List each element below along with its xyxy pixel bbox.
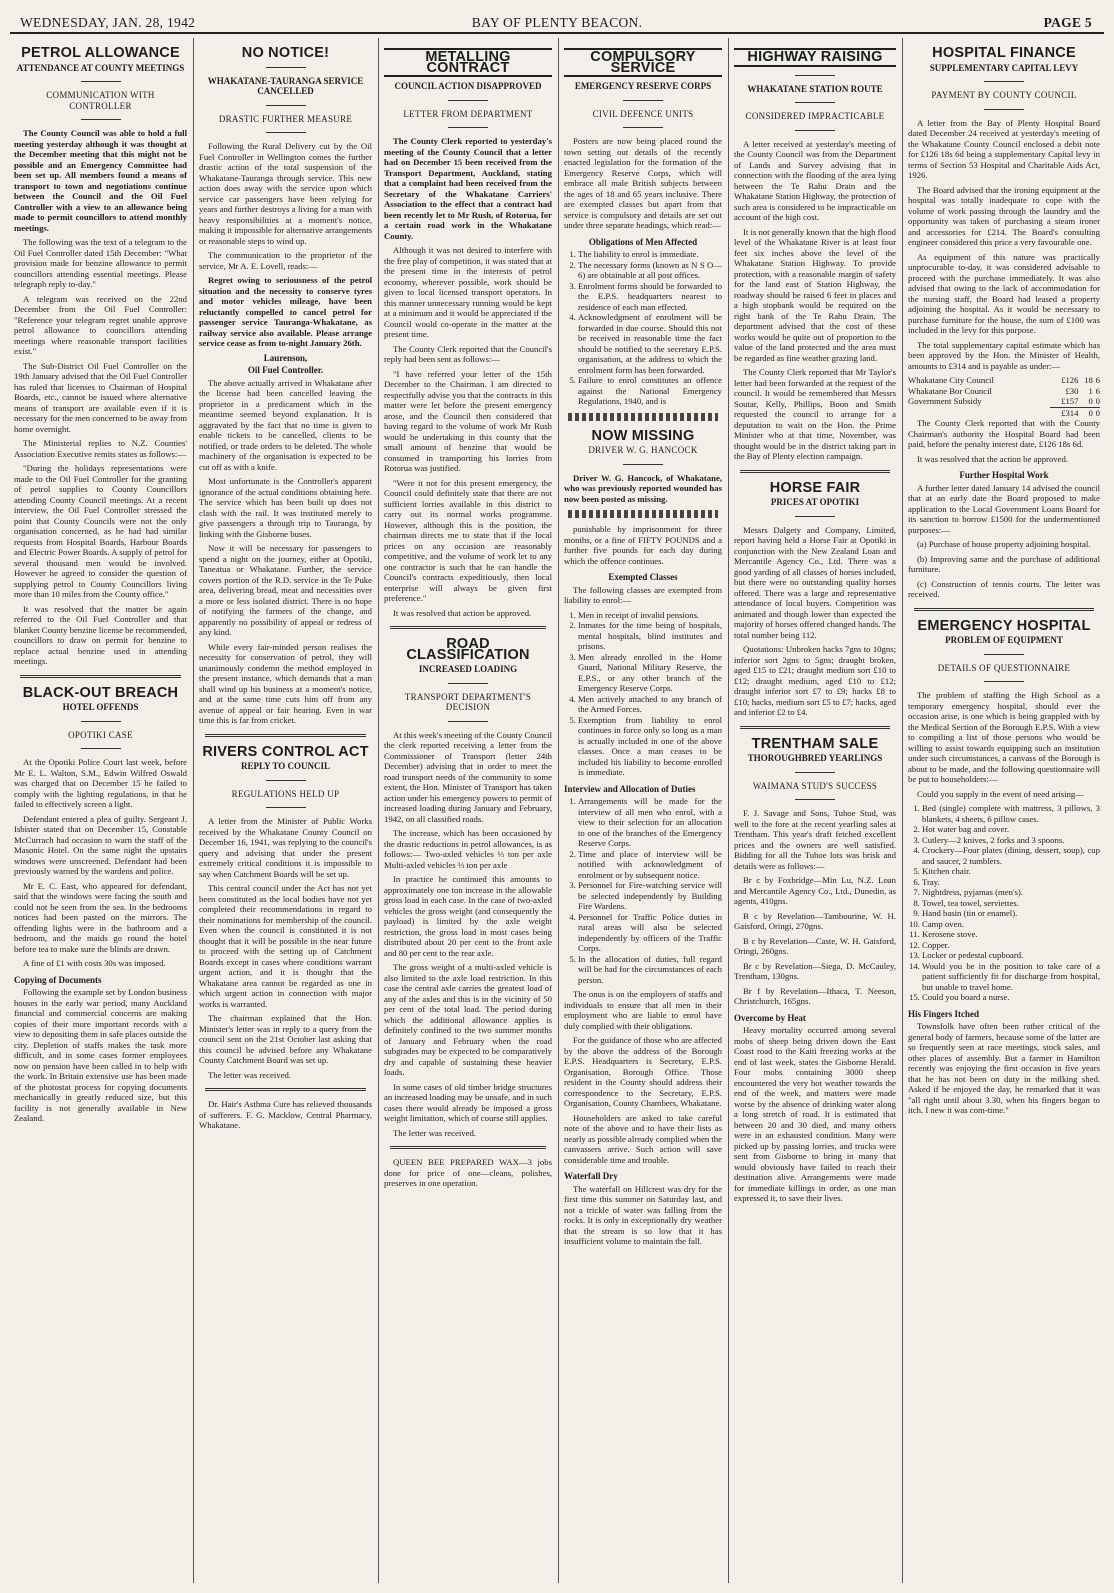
blackout-breach-subhead-2: OPOTIKI CASE [68, 729, 133, 740]
table-row [908, 396, 1100, 407]
article-paragraph: Following the example set by London business houses in the early war period, many Auckland financial and commercial concerns are making copies of their more important records with a view to depositing them in safe places outside the city. Depletion of staffs makes the task more difficult, and in some cases former employees now on pension have been called in to help with the work. In Britain extensive use has been made of the photostat process for copying documents mechanically in greatly reduced size, but this facility is not generally available in New Zealand. [14, 987, 187, 1123]
list-item: 4. Crockery—Four plates (dining, dessert, soup), cup and saucer, 2 tumblers. [922, 845, 1100, 866]
petrol-allowance-subhead: ATTENDANCE AT COUNTY MEETINGS [16, 62, 185, 73]
table-cell: 0 [1078, 407, 1092, 418]
hospital-finance-subhead: SUPPLEMENTARY CAPITAL LEVY [929, 62, 1079, 73]
now-missing-lede: Driver W. G. Hancock, of Whakatane, who was previously reported wounded has now been posted as missing. [564, 472, 722, 504]
article-paragraph: As equipment of this nature was practically unprocurable to-day, it was considered advisable to proceed with the purchase immediately. It was also advised that owing to the lack of accommodation for the nursing staff, the Board had leased a property adjoining the hospital. As it would be necessary to purchase furniture for the house, the sum of £100 was included in the levy for this purpose. [908, 251, 1100, 335]
section-divider [568, 413, 718, 421]
article-paragraph: It is not generally known that the high flood level of the Whakatane River is at least four feet six inches above the level of the Whakatane Station Highway. To provide protection, with a reasonable margin of safety for the land east of Station Highway, the roadway should be raised 6 feet in places and a high stopbank would be required on the right bank of the Te Rahu Drain. The department advised that the cost of these works would be quite out of proportion to the value of the land protected and the area must be regarded as fine weather grazing land. [734, 226, 896, 363]
section-divider [390, 1146, 546, 1149]
divider [266, 807, 306, 808]
article-paragraph: A telegram was received on the 22nd December from the Oil Fuel Controller: "Reference your telegram regret unable approve petrol allowance to councillors attending meetings where reasonable transport facilities exist." [14, 293, 187, 356]
list-item: 3. Personnel for Fire-watching service will be selected independently by Building Fire Wardens. [578, 880, 722, 912]
divider [266, 67, 306, 68]
article-paragraph: (b) Improving same and the purchase of additional furniture. [908, 553, 1100, 574]
table-cell: £30 [1065, 385, 1079, 396]
obligations-list [564, 249, 722, 407]
asthma-cure-advert: Dr. Hair's Asthma Cure has relieved thousands of sufferers. F. G. Macklow, Central Pharmacy, Whakatane. [199, 1099, 372, 1130]
list-item: 1. The liability to enrol is immediate. [578, 249, 722, 260]
highway-raising-subhead: WHAKATANE STATION ROUTE [747, 83, 883, 94]
article-paragraph: The problem of staffing the High School as a temporary emergency hospital, should ever the occasion arise, is one which is being grappled with by the Medical Section of the Borough E.P.S. With a view to compiling a list of those persons who would be willing to assist towards equipping such an institution under such circumstances, a canvass of the Borough is about to be made, and the following questionnaire will be put to householders:— [908, 690, 1100, 784]
highway-raising-headline: HIGHWAY RAISING [734, 48, 896, 67]
further-hospital-work-heading: Further Hospital Work [959, 470, 1049, 480]
divider [81, 81, 121, 82]
section-divider [740, 726, 890, 729]
no-notice-headline: NO NOTICE! [241, 45, 330, 61]
article-paragraph: The Ministerial replies to N.Z. Counties' Association Executive remits states as follows:— [14, 438, 187, 459]
hospital-finance-headline: HOSPITAL FINANCE [932, 45, 1076, 61]
metalling-contract-subhead-2: LETTER FROM DEPARTMENT [403, 108, 533, 119]
article-paragraph: B c by Revelation—Tambourine, W. H. Gaisford, Oringi, 270gns. [734, 910, 896, 931]
now-missing-headline: NOW MISSING [591, 427, 695, 444]
blackout-breach-headline: BLACK-OUT BREACH [22, 684, 179, 701]
article-paragraph: (a) Purchase of house property adjoining hospital. [917, 539, 1091, 549]
emergency-hospital-subhead: PROBLEM OF EQUIPMENT [945, 635, 1063, 645]
article-paragraph: The County Clerk reported that the Council's reply had been sent as follows:— [384, 343, 552, 364]
list-item: 4. Personnel for Traffic Police duties in rural areas will also be selected independently by officers of the Traffic Corps. [578, 912, 722, 954]
article-paragraph: The County Clerk reported that Mr Taylor's letter had been forwarded at the request of the council. It would be remembered that Messrs Soutar, Kelly, Phillips, Boon and Smith requested the council to arrange for a deputation to wait on the Hon. the Prime Minister who at that time, November, was thought would be in the district taking part in the Bay of Plenty election campaign. [734, 367, 896, 461]
masthead-page-number: PAGE 5 [1043, 15, 1092, 30]
article-paragraph: The increase, which has been occasioned by the drastic reductions in petrol allowances, is as follows:— Two-axled vehicles ⅓ ton per axle Multi-axled vehicles ⅓ ton per axle [384, 828, 552, 870]
divider [266, 132, 306, 133]
article-paragraph: Townsfolk have often been rather critical of the general body of farmers, because some of the latter are so frequently seen at race meetings, stock sales, and other places of assembly. But a farmer in Hamilton recently was enjoying the first occasion in five years that he has not been on duty in the milking shed. Asked if he enjoyed the day, he remarked that it was "all right until about 3.30, when his fingers began to itch. I new it was com-time." [908, 1021, 1100, 1115]
article-paragraph: Br c by Revelation—Siega, D. McCauley, Trentham, 130gns. [734, 960, 896, 981]
now-missing-subhead: DRIVER W. G. HANCOCK [588, 445, 698, 455]
list-item: 5. Exemption from liability to enrol continues in force only so long as a man is actually included in one of the above classes. Once a man ceases to be included his liability to become enrolled is immediate. [578, 715, 722, 778]
metalling-contract-lede: The County Clerk reported to yesterday's meeting of the County Council that a letter had on December 15 been received from the Transport Department, Auckland, stating that a complaint had been received from the Secretary of the Whakatane Carriers' Association to the effect that a contract had been recently let to Mr Rush, of Rotorua, for a certain road work in the Whakatane County. [384, 136, 552, 241]
article-paragraph: The letter was received. [393, 1127, 476, 1138]
article-paragraph: The onus is on the employers of staffs and individuals to ensure that all men in their employment who are liable to enrol have duly complied with their obligations. [564, 989, 722, 1031]
exempted-classes-heading: Exempted Classes [608, 572, 678, 582]
article-paragraph: It was resolved that the matter be again referred to the Oil Fuel Controller and that blanket County benzine license be recommended, councillors to draw on permit for benzine to replace actual benzine used in attending meetings. [14, 603, 187, 666]
article-paragraph: Quotations: Unbroken hacks 7gns to 10gns; inferior sort 2gns to 5gns; draught broken, aged £15 to £21; draught medium sort £10 to £12; draught medium, aged £10 to £12; draught inferior sort £7 to £9; hacks £8 to £10; hacks, medium sort £5 to £7; hacks, aged and inferior £2 to £4. [734, 644, 896, 717]
column-1 [14, 38, 187, 1583]
exempted-classes-list [564, 610, 722, 778]
article-paragraph: In practice he continued this amounts to approximately one ton increase in the allowable gross load in each case. In the case of two-axled vehicles the gross weight (and consequently the payload) is limited by the axle weight restriction, the gross load in most cases being distributed about 20 per cent to the front axle and 80 per cent to the rear axle. [384, 874, 552, 958]
article-paragraph: "Were it not for this present emergency, the Council could definitely state that there are not sufficient lorries available in this district to carry out its normal works programme. However, although this is the position, the chairman directs me to state that if the local prices on any occasion are reasonably competitive, and the volume of work let to any one contractor is such that he can handle the Council's contracts expeditiously, then local enterprise will always be given first preference." [384, 477, 552, 603]
divider [795, 102, 835, 103]
article-paragraph: The waterfall on Hillcrest was dry for the first time this summer on Saturday last, and not a trickle of water was falling from the rocks. It is only in exceptionally dry weather that the stream is so low that it has insufficient volume to maintain the fall. [564, 1183, 722, 1246]
article-paragraph: A further letter dated January 14 advised the council that at an early date the Board proposed to make application to the Local Government Loans Board for its sanction to borrow £1500 for the undermentioned purposes:— [908, 482, 1100, 535]
divider [984, 81, 1024, 82]
list-item: 4. Men actively attached to any branch of the Armed Forces. [578, 694, 722, 715]
article-paragraph: A fine of £1 with costs 30s was imposed. [23, 958, 166, 968]
divider [623, 464, 663, 465]
article-paragraph: Br f by Revelation—Ithaca, T. Neeson, Christchurch, 165gns. [734, 985, 896, 1006]
article-paragraph: The Sub-District Oil Fuel Controller on the 19th January advised that the Oil Fuel Controller has ruled that licenses to Chairman of Hospital Boards, etc., cannot be issued where alternative means of transport are available even if it is necessary for the men concerned to be away from home overnight. [14, 360, 187, 434]
divider [81, 721, 121, 722]
table-cell: Whakatane Bor Council [908, 385, 992, 396]
article-paragraph: This central council under the Act has not yet been constituted as the local bodies have not yet completed their recommendations in regard to their nominations for membership of the council. Even when the council is constituted it is not thought that it will be possible in the near future to proceed with the setting up of Catchment Boards except in cases where conditions warrant urgent action, and it is thought that the Whakatane area cannot be regarded as one in which urgent action in connection with major works is warranted. [199, 883, 372, 1009]
article-paragraph: Defendant entered a plea of guilty. Sergeant J. Isbister stated that on December 15, Constable McCurrach had occasion to warn the staff of the Masonic Hotel. On the same night the upstairs windows were unscreened. Defendant had been previously warned by the wardens and police. [14, 813, 187, 876]
article-paragraph: A letter received at yesterday's meeting of the County Council was from the Department of Lands and Survey advising that in connection with the flooding of the area lying between the Te Rahu Drain and the Whakatane Station Highway, the protection of such area is considered to be impracticable on account of the high cost. [734, 138, 896, 222]
list-item: 2. The necessary forms (known as N S O—6) are obtainable at all post offices. [578, 260, 722, 281]
trentham-sale-subhead: THOROUGHBRED YEARLINGS [747, 753, 883, 763]
no-notice-subhead: WHAKATANE-TAURANGA SERVICE CANCELLED [207, 75, 364, 96]
telegram-quote: Regret owing to seriousness of the petrol situation and the necessity to conserve tyres and motor vehicles mileage, have been reluctantly compelled to cancel petrol for passenger service Tauranga-Whakatane, as railway service also available. Please arrange service cease as from to-night January 26th. [199, 275, 372, 348]
article-paragraph: Posters are now being placed round the town setting out details of the recently enacted legislation for the formation of the Emergency Reserve Corps, which will embrace all male British subjects between the ages of 18 and 65 years inclusive. There are exempted classes but apart from that service is compulsory and details are set out under three separate headings, which read:— [564, 136, 722, 230]
table-cell: 6 [1095, 375, 1100, 385]
article-paragraph: The communication to the proprietor of the service, Mr A. E. Lovell, reads:— [199, 250, 372, 271]
column-5 [734, 38, 896, 1583]
article-paragraph: In some cases of old timber bridge structures an increased loading may be unsafe, and in such cases there would already be imposed a gross weight limitation, which of course still applies. [384, 1081, 552, 1123]
list-item: 4. Acknowledgment of enrolment will be forwarded in due course. Should this not be received in reasonable time the fact should be notified to the secretary E.P.S. organisation, at the address to which the enrolment form has been forwarded. [578, 312, 722, 375]
list-item: 1. Men in receipt of invalid pensions. [578, 610, 722, 621]
trentham-sale-headline: TRENTHAM SALE [751, 735, 879, 752]
divider [448, 127, 488, 128]
list-item: 2. Inmates for the time being of hospitals, mental hospitals, blind institutes and prisons. [578, 620, 722, 652]
divider [795, 772, 835, 773]
no-notice-subhead-2: DRASTIC FURTHER MEASURE [218, 113, 353, 124]
article-paragraph: Mr E. C. East, who appeared for defendant, said that the windows were facing the south and could not be seen from the sea. In the bedrooms notices had been pasted on the mirrors. The offending lights were in the bathroom and a bedroom, and the maids go round the hotel before tea to make sure the blinds are drawn. [14, 880, 187, 954]
overcome-by-heat-headline: Overcome by Heat [734, 1012, 806, 1023]
waterfall-dry-headline: Waterfall Dry [564, 1171, 618, 1181]
divider [448, 721, 488, 722]
divider [623, 100, 663, 101]
road-classification-headline: ROAD CLASSIFICATION [406, 636, 530, 663]
article-paragraph: Heavy mortality occurred among several mobs of sheep being driven down the East Coast road to the Kaiti freezing works at the end of last week, states the Gisborne Herald. Four mobs containing 3000 sheep encountered the very hot weather towards the end of the week, and matters were made worse by the absence of drinking water along a long stretch of road. It is estimated that between 20 and 30 died, and many others were in an exhausted condition. Many were picked up by passing lorries, and trucks were sent from Gisborne to bring in many that would obviously have failed to reach their destination alive. Arrangements were made for immediate killings in order, as one man expressed it, to save their lives. [734, 1025, 896, 1203]
section-divider [20, 675, 181, 678]
divider [81, 119, 121, 120]
article-paragraph: B c by Revelation—Caste, W. H. Gaisford, Oringi, 260gns. [734, 935, 896, 956]
metalling-contract-subhead: COUNCIL ACTION DISAPPROVED [394, 81, 542, 91]
section-divider [740, 470, 890, 473]
road-classification-subhead: INCREASED LOADING [418, 664, 518, 674]
article-paragraph: "I have referred your letter of the 15th December to the Chairman. I am directed to respectfully advise you that the contracts in this matter were let before the present emergency arose, and the Council then considered that having regard to the volume of work Mr Rush would be undertaking in this county that the small amount of benzine that would be consumed in transporting his lorries from Rotorua was justified. [384, 368, 552, 473]
divider [266, 780, 306, 781]
article-paragraph: (c) Construction of tennis courts. The letter was received. [908, 578, 1100, 599]
divider [266, 105, 306, 106]
petrol-allowance-headline: PETROL ALLOWANCE [21, 45, 180, 61]
article-paragraph: Householders are asked to take careful note of the above and to have their lists as nearly as possible already complied when the canvassers arrive. Such action will save considerable time and trouble. [564, 1112, 722, 1165]
column-rule [558, 38, 559, 1583]
list-item: 9. Hand basin (tin or enamel). [922, 908, 1100, 919]
compulsory-service-subhead-2: CIVIL DEFENCE UNITS [592, 108, 694, 119]
petrol-allowance-subhead-2: COMMUNICATION WITH CONTROLLER [46, 90, 155, 111]
list-item: 12. Copper. [922, 940, 1100, 951]
table-cell: 1 [1088, 385, 1093, 396]
horse-fair-headline: HORSE FAIR [769, 479, 861, 496]
divider [795, 75, 835, 76]
section-divider [568, 510, 718, 518]
table-cell: 0 [1093, 407, 1100, 418]
blackout-breach-subhead: HOTEL OFFENDS [62, 702, 139, 712]
questionnaire-list [908, 803, 1100, 1003]
list-item: 3. Enrolment forms should be forwarded to the E.P.S. headquarters nearest to residence of each man effected. [578, 281, 722, 313]
divider [448, 683, 488, 684]
queen-bee-wax-advert: QUEEN BEE PREPARED WAX—3 jobs done for price of one—cleans, polishes, preserves in one operation. [384, 1157, 552, 1188]
article-paragraph: A letter from the Bay of Plenty Hospital Board dated December 24 received at yesterday's meeting of the Whakatane County Council enclosed a debit note for £126 18s 6d being a supplementary Capital levy in terms of Section 53 Hospital and Charitable Aids Act, 1926. [908, 117, 1100, 180]
article-paragraph: It was resolved that action be approved. [393, 607, 532, 618]
article-paragraph: At the Opotiki Police Court last week, before Mr E. L. Walton, S.M., Edwin Wilfred Oswald was charged that on December 15 he failed to comply with the lighting regulations, in that he failed to effectively screen a light. [14, 757, 187, 809]
divider [795, 516, 835, 517]
table-total-row [908, 407, 1100, 418]
obligations-heading: Obligations of Men Affected [588, 236, 698, 247]
list-item: 7. Nightdress, pyjamas (men's). [922, 887, 1100, 898]
column-6 [908, 38, 1100, 1583]
list-item: 14. Would you be in the position to take care of a patient sufficiently fit for discharge from hospital, but unable to travel home. [922, 961, 1100, 993]
article-paragraph: The following was the text of a telegram to the Oil Fuel Controller dated 15th December: "What provision made for benzine allowance to permit councillors attending essential meetings. Please telegraph reply to-day." [14, 237, 187, 289]
article-paragraph: Could you supply in the event of need arising— [917, 788, 1084, 799]
table-cell: 0 [1095, 396, 1100, 406]
article-paragraph: While every fair-minded person realises the necessity for conservation of petrol, they will unanimously condemn the method employed in the present instance, which demands that a man shall wind up his business at a moment's notice, and at the same time cuts him off from any avenue of appeal or fair hearing. Even in war time this is far from cricket. [199, 641, 372, 725]
levy-table [908, 375, 1100, 418]
article-paragraph: It was resolved that the action be approved. [917, 453, 1069, 464]
telegram-signature: Laurenson, [263, 352, 308, 363]
column-rule [378, 38, 379, 1583]
divider [984, 681, 1024, 682]
masthead [10, 6, 1104, 34]
compulsory-service-headline: COMPULSORY SERVICE [564, 48, 722, 77]
article-paragraph: A letter from the Minister of Public Works received by the Whakatane County Council on December 16, 1941, was replying to the council's query and advising that under the present extremely critical conditions it is impossible to say when Catchment Boards will be set up. [199, 816, 372, 879]
divider [623, 127, 663, 128]
article-paragraph: At this week's meeting of the County Council the clerk reported receiving a letter from the Commissioner of Transport (letter 24th December) advising that in order to meet the road transport needs of the community to some extent, the Hon. Minister of Transport has taken action under his emergency powers to permit of increased loading during January and February, 1942, on all classified roads. [384, 729, 552, 824]
column-rule [193, 38, 194, 1583]
table-cell: Government Subsidy [908, 396, 982, 407]
copying-documents-headline: Copying of Documents [14, 974, 102, 985]
column-rule [902, 38, 903, 1583]
article-paragraph: Messrs Dalgety and Company, Limited, report having held a Horse Fair at Opotiki in conjunction with the New Zealand Loan and Mercantile Agency Co., Ltd. There was a good yarding of all classes of horses included, but there were no outstanding quality horses offered. There was a large and representative attendance of local buyers. Competition was animated and though lower than expected the majority of horses offered changed hands. The total number being 112. [734, 524, 896, 640]
masthead-date: WEDNESDAY, JAN. 28, 1942 [20, 15, 196, 30]
article-paragraph: Br c by Foxbridge—Min Lu, N.Z. Loan and Mercantile Agency Co., Ltd., Dunedin, as agents, 410gns. [734, 875, 896, 906]
article-paragraph: The total supplementary capital estimate which has been approved by the Hon. the Minister of Health, amounts to £314 and is payable as under:— [908, 339, 1100, 371]
rivers-control-subhead-2: REGULATIONS HELD UP [231, 788, 340, 799]
list-item: 1. Bed (single) complete with mattress, 3 pillows, 3 blankets, 4 sheets, 6 pillow cases. [922, 803, 1100, 824]
interview-list [564, 796, 722, 985]
section-divider [205, 734, 366, 737]
article-paragraph: Now it will be necessary for passengers to spend a night on the journey, either at Opotiki, Taneatua or Whakatane. Further, the service covers portion of the R.D. service in the Te Puke area, delivering bread, meat and necessities over a more or less isolated district. There is no hope of notifying the farmers of the change, and apparently no possibility of appeal or redress of any kind. [199, 543, 372, 637]
table-cell: £157 [1061, 396, 1079, 406]
road-classification-subhead-2: TRANSPORT DEPARTMENT'S DECISION [404, 691, 532, 712]
list-item: 6. Tray. [922, 877, 1100, 888]
list-item: 13. Locker or pedestal cupboard. [922, 950, 1100, 961]
list-item: 11. Kerosene stove. [922, 929, 1100, 940]
interview-heading: Interview and Allocation of Duties [564, 783, 696, 794]
article-paragraph: The letter was received. [208, 1069, 291, 1080]
highway-raising-subhead-2: CONSIDERED IMPRACTICABLE [745, 111, 885, 121]
list-item: 3. Men already enrolled in the Home Guard, National Military Reserve, the E.P.S., or any other branch of the Emergency Reserve Corps. [578, 652, 722, 694]
article-paragraph: The County Clerk reported that with the County Chairman's authority the Hospital Board had been paid, before the penalty interest date, £126 18s 6d. [908, 418, 1100, 449]
divider [795, 130, 835, 131]
list-item: 5. Kitchen chair. [922, 866, 1100, 877]
article-paragraph: The following classes are exempted from liability to enrol:— [564, 584, 722, 605]
table-cell: 0 [1088, 396, 1093, 406]
list-item: 5. In the allocation of duties, full regard will be had for the circumstances of each person. [578, 954, 722, 986]
trentham-sale-subhead-2: WAIMANA STUD'S SUCCESS [752, 780, 878, 791]
rivers-control-subhead: REPLY TO COUNCIL [240, 761, 331, 771]
his-fingers-itched-headline: His Fingers Itched [908, 1008, 979, 1019]
table-row [908, 386, 1100, 397]
list-item: 10. Camp oven. [922, 919, 1100, 930]
list-item: 1. Arrangements will be made for the interview of all men who enrol, with a view to their selection for an allocation to one of the branches of the Emergency Reserve Corps. [578, 796, 722, 849]
article-paragraph: The chairman explained that the Hon. Minister's letter was in reply to a query from the council sent on the 21st October last asking that this council be advised before any Whakatane County Catchment Board was set up. [199, 1013, 372, 1065]
column-2 [199, 38, 372, 1583]
column-3 [384, 38, 552, 1583]
list-item: 2. Time and place of interview will be notified with acknowledgment of enrolment or by subsequent notice. [578, 849, 722, 881]
table-row [908, 375, 1100, 386]
table-cell: £126 [1061, 375, 1079, 385]
article-paragraph: The Board advised that the ironing equipment at the hospital was totally inadequate to cope with the volume of work passing through the laundry and the opportunity was taken of purchasing a steam ironer and accessories for £214. The Board's consulting engineer considered this price a very favourable one. [908, 184, 1100, 247]
divider [984, 109, 1024, 110]
emergency-hospital-subhead-2: DETAILS OF QUESTIONNAIRE [937, 662, 1071, 673]
table-cell: £314 [1050, 407, 1079, 418]
masthead-title: BAY OF PLENTY BEACON. [471, 15, 643, 30]
article-paragraph: Although it was not desired to interfere with the free play of competition, it was stated that at the present time in the interests of petrol economy, wherever possible, work should be given to local licensed transport operators. In this manner unnecessary running would be kept at a minimum and it would be appreciated if the Council would co-operate in the matter at the present time. [384, 245, 552, 339]
column-rule [728, 38, 729, 1583]
list-item: 15. Could you board a nurse. [922, 992, 1100, 1003]
section-divider [205, 1088, 366, 1091]
article-paragraph: Following the Rural Delivery cut by the Oil Fuel Controller in Wellington comes the further drastic action of the total suspension of the Whakatane-Tauranga through service. This new action does away with the service upon which service car passengers have been relying for years and further destroys a living for a man with heavy responsibilities at a moment's notice, making it impossible for alternative arrangements or reasonable steps to wind up. [199, 141, 372, 246]
divider [795, 799, 835, 800]
article-paragraph: For the guidance of those who are affected by the above the address of the Borough E.P.S. Headquarters is Secretary, E.P.S. Organisation, Borough Office. Those resident in the County should address their correspondence to the Secretary, E.P.S. Organisation, County Chambers, Whakatane. [564, 1035, 722, 1108]
section-divider [914, 608, 1094, 611]
list-item: 3. Cutlery—2 knives, 2 forks and 3 spoons. [922, 835, 1100, 846]
column-4 [564, 38, 722, 1583]
section-divider [390, 626, 546, 629]
list-item: 2. Hot water bag and cover. [922, 824, 1100, 835]
article-paragraph: punishable by imprisonment for three months, or a fine of FIFTY POUNDS and a further five pounds for each day during which the offence continues. [564, 524, 722, 566]
emergency-hospital-headline: EMERGENCY HOSPITAL [917, 617, 1091, 634]
metalling-contract-headline: METALLING CONTRACT [384, 48, 552, 77]
telegram-signature-title: Oil Fuel Controller. [247, 365, 324, 375]
table-cell: 6 [1095, 385, 1100, 396]
divider [81, 748, 121, 749]
compulsory-service-subhead: EMERGENCY RESERVE CORPS [574, 81, 712, 91]
list-item: 5. Failure to enrol constitutes an offence against the National Emergency Regulations, 1940, and is [578, 375, 722, 407]
list-item: 8. Towel, tea towel, serviettes. [922, 898, 1100, 909]
article-paragraph: Most unfortunate is the Controller's apparent ignorance of the actual conditions obtaining here. The service which has been built up does not clash with the rail. It was instituted merely to give passengers a through trip to Tauranga, by linking with the Gisborne buses. [199, 476, 372, 539]
article-paragraph: "During the holidays representations were made to the Oil Fuel Controller for the granting of petrol supplies to County Councillors attending County Council meetings. At a recent interview, the Oil Fuel Controller stressed the point that County Councils were not the only organisation concerned, as he had had similar requests from Hospital Boards, Harbour Boards and Electric Power Boards. A supply of petrol for several thousand men would be involved. However he agreed to consider the question of supplying petrol to County Councillors living more than 10 miles from the County office." [14, 463, 187, 599]
table-cell: 18 [1084, 375, 1093, 385]
rivers-control-act-headline: RIVERS CONTROL ACT [202, 743, 369, 760]
divider [984, 654, 1024, 655]
article-paragraph: F. J. Savage and Sons, Tuhoe Stud, was well to the fore at the recent yearling sales at Trentham. This year's draft fetched excellent prices and the owners are well satisfied. Bidding for all the Tuhoe lots was brisk and details were as follows:— [734, 808, 896, 871]
hospital-finance-subhead-2: PAYMENT BY COUNTY COUNCIL [931, 90, 1077, 100]
petrol-allowance-lede: The County Council was able to hold a full meeting yesterday although it was thought at the December meeting that this might not be possible and an Emergency Committee had been set up. All members found a means of transport to town and negotiations continue between the Council and the Oil Fuel Controller with a view to an allowance being made to permit councillors to attend monthly meetings. [14, 128, 187, 233]
article-paragraph: The gross weight of a multi-axled vehicle is also limited to the axle load restriction. In this case the central axle carries the greatest load of any of the axles and this is in the vicinity of 50 per cent of the total load. The period during which the additional allowance applies is definitely confined to the two summer months of January and February when the road subgrades may be expected to be comparatively dry and capable of sustaining these heavier loads. [384, 962, 552, 1077]
horse-fair-subhead: PRICES AT OPOTIKI [770, 497, 860, 507]
divider [448, 100, 488, 101]
table-cell: Whakatane City Council [908, 375, 994, 385]
article-paragraph: The above actually arrived in Whakatane after the license had been cancelled leaving the proprietor in a predicament which in the meantime seemed beyond explanation. It is aggravated by the fact that no time is given to enable tickets to be cancelled, clients to be notified, or trade orders to be deleted. The whole machinery of the organisation is expected to be cut off as with a knife. [199, 377, 372, 472]
